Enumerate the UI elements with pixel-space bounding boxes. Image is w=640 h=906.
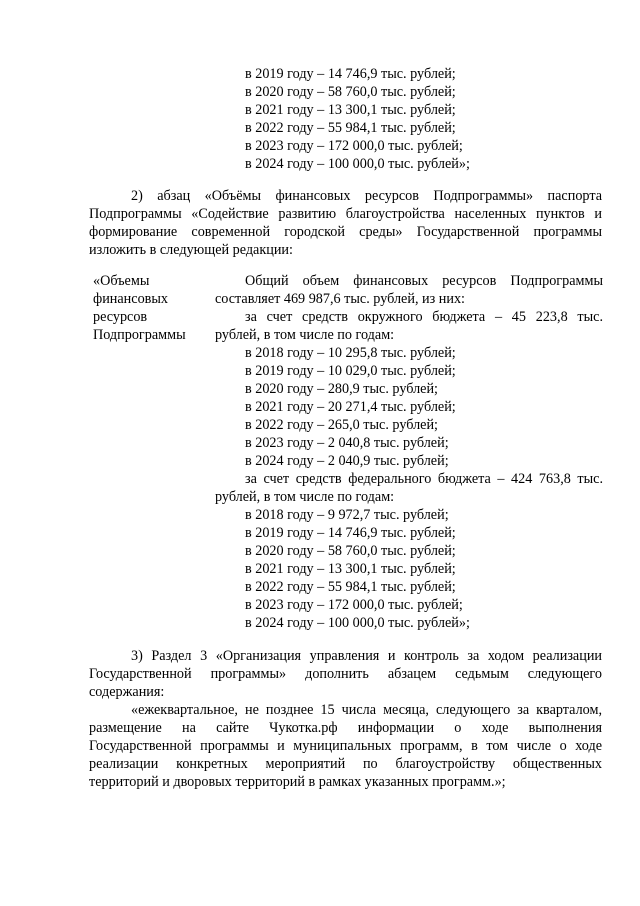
paragraph-line: изложить в следующей редакции:: [89, 242, 293, 258]
regional-year-item: в 2023 году – 2 040,8 тыс. рублей;: [245, 435, 449, 451]
content-line: за счет средств федерального бюджета – 424 763,8 тыс.: [245, 471, 603, 487]
label-line: финансовых: [93, 291, 168, 307]
federal-year-item: в 2020 году – 58 760,0 тыс. рублей;: [245, 543, 456, 559]
regional-year-item: в 2019 году – 10 029,0 тыс. рублей;: [245, 363, 456, 379]
top-list-item: в 2024 году – 100 000,0 тыс. рублей»;: [245, 156, 470, 172]
federal-year-item: в 2023 году – 172 000,0 тыс. рублей;: [245, 597, 463, 613]
paragraph-line: Государственной программы» дополнить абзацем седьмым следующего: [89, 666, 602, 682]
federal-year-item: в 2024 году – 100 000,0 тыс. рублей»;: [245, 615, 470, 631]
top-list-item: в 2021 году – 13 300,1 тыс. рублей;: [245, 102, 456, 118]
regional-year-item: в 2022 году – 265,0 тыс. рублей;: [245, 417, 438, 433]
top-list-item: в 2020 году – 58 760,0 тыс. рублей;: [245, 84, 456, 100]
federal-year-item: в 2022 году – 55 984,1 тыс. рублей;: [245, 579, 456, 595]
content-line: Общий объем финансовых ресурсов Подпрограммы: [245, 273, 603, 289]
federal-year-item: в 2018 году – 9 972,7 тыс. рублей;: [245, 507, 449, 523]
paragraph-line: размещение на сайте Чукотка.рф информации о ходе выполнения: [89, 720, 602, 736]
paragraph-line: Государственной программы и муниципальных программ, в том числе о ходе: [89, 738, 602, 754]
regional-year-item: в 2024 году – 2 040,9 тыс. рублей;: [245, 453, 449, 469]
paragraph-line: 3) Раздел 3 «Организация управления и контроль за ходом реализации: [131, 648, 602, 664]
content-line: рублей, в том числе по годам:: [215, 489, 395, 505]
paragraph-line: содержания:: [89, 684, 165, 700]
content-line: рублей, в том числе по годам:: [215, 327, 395, 343]
top-list-item: в 2023 году – 172 000,0 тыс. рублей;: [245, 138, 463, 154]
label-line: «Объемы: [93, 273, 150, 289]
label-line: Подпрограммы: [93, 327, 186, 343]
federal-year-item: в 2021 году – 13 300,1 тыс. рублей;: [245, 561, 456, 577]
paragraph-line: 2) абзац «Объёмы финансовых ресурсов Подпрограммы» паспорта: [131, 188, 602, 204]
label-line: ресурсов: [93, 309, 148, 325]
regional-year-item: в 2018 году – 10 295,8 тыс. рублей;: [245, 345, 456, 361]
paragraph-line: «ежеквартальное, не позднее 15 числа месяца, следующего за кварталом,: [131, 702, 602, 718]
content-line: составляет 469 987,6 тыс. рублей, из них:: [215, 291, 465, 307]
regional-year-item: в 2020 году – 280,9 тыс. рублей;: [245, 381, 438, 397]
top-list-item: в 2022 году – 55 984,1 тыс. рублей;: [245, 120, 456, 136]
paragraph-line: формирование современной городской среды» Государственной программы: [89, 224, 602, 240]
paragraph-line: реализации конкретных мероприятий по благоустройству общественных: [89, 756, 602, 772]
regional-year-item: в 2021 году – 20 271,4 тыс. рублей;: [245, 399, 456, 415]
content-line: за счет средств окружного бюджета – 45 223,8 тыс.: [245, 309, 603, 325]
paragraph-line: Подпрограммы «Содействие развитию благоустройства населенных пунктов и: [89, 206, 602, 222]
top-list-item: в 2019 году – 14 746,9 тыс. рублей;: [245, 66, 456, 82]
paragraph-line: территорий и дворовых территорий в рамках указанных программ.»;: [89, 774, 506, 790]
federal-year-item: в 2019 году – 14 746,9 тыс. рублей;: [245, 525, 456, 541]
